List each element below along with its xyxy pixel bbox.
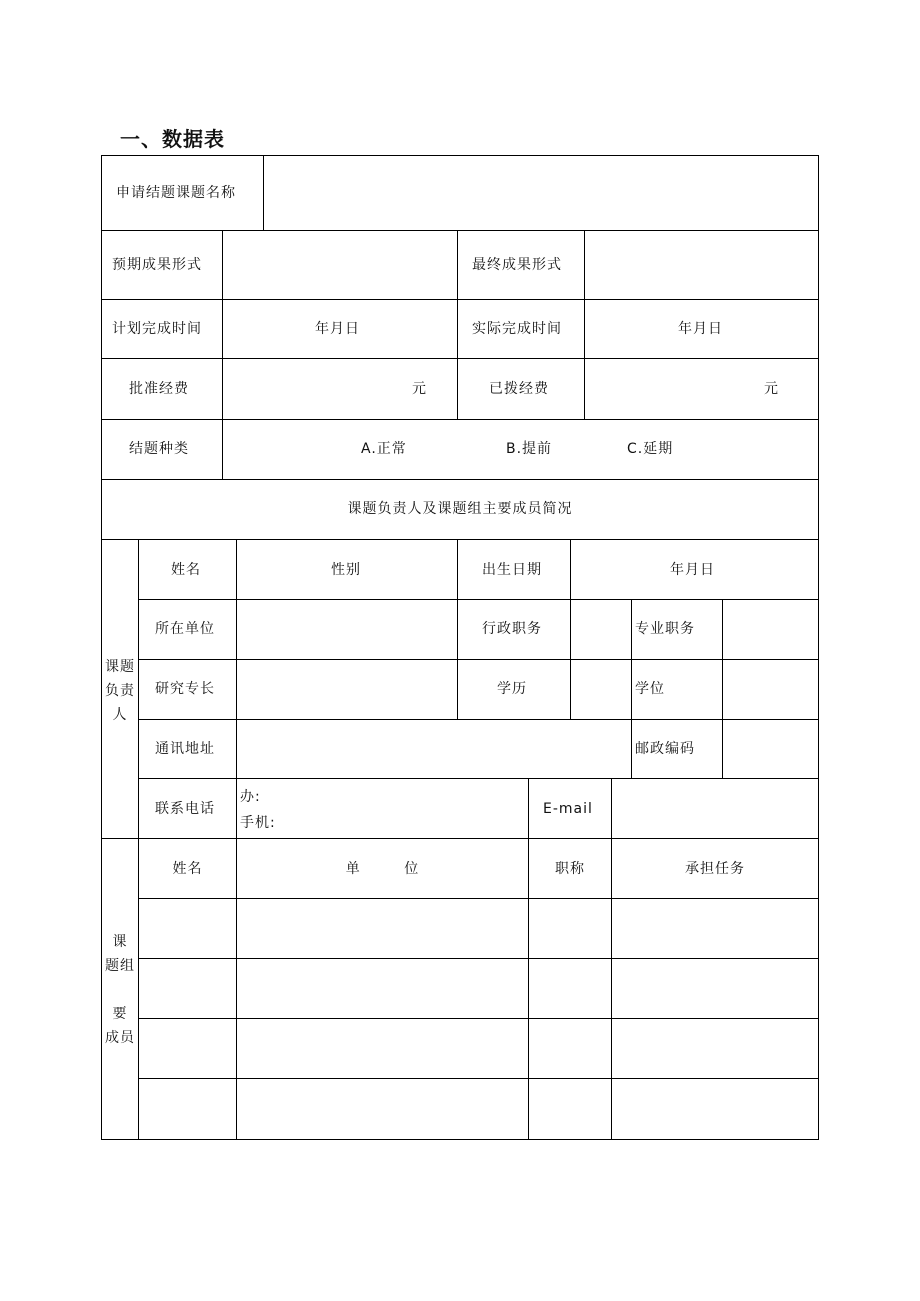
project-name-field[interactable] [264, 156, 818, 230]
leader-admin-title-label: 行政职务 [482, 621, 542, 637]
email-label: E-mail [543, 801, 593, 817]
leader-birth-label: 出生日期 [482, 562, 542, 578]
type-option-early[interactable]: B.提前 [506, 441, 553, 457]
leader-phone-label: 联系电话 [155, 801, 215, 817]
team-col-name: 姓名 [172, 861, 203, 877]
allocated-funds-label: 已拨经费 [489, 381, 549, 397]
completion-type-label: 结题种类 [129, 441, 189, 457]
leader-address-label: 通讯地址 [155, 741, 215, 757]
leader-name-label: 姓名 [171, 562, 201, 578]
final-result-label: 最终成果形式 [472, 257, 562, 273]
actual-time-value[interactable]: 年月日 [678, 321, 723, 337]
members-section-title: 课题负责人及课题组主要成员简况 [347, 501, 573, 517]
planned-time-label: 计划完成时间 [112, 321, 202, 337]
office-phone-label: 办: [240, 789, 261, 805]
approved-funds-label: 批准经费 [129, 381, 189, 397]
project-name-label: 申请结题课题名称 [116, 185, 236, 201]
team-col-title: 职称 [555, 861, 585, 877]
actual-time-label: 实际完成时间 [472, 321, 562, 337]
leader-birth-value[interactable]: 年月日 [670, 562, 715, 578]
leader-pro-title-label: 专业职务 [635, 621, 695, 637]
team-col-task: 承担任务 [685, 861, 745, 877]
section-title: 一、数据表 [120, 127, 225, 151]
approved-funds-unit: 元 [412, 381, 427, 397]
planned-time-value[interactable]: 年月日 [315, 321, 360, 337]
leader-gender-label: 性别 [331, 562, 361, 578]
leader-specialty-label: 研究专长 [155, 681, 215, 697]
leader-education-label: 学历 [497, 681, 527, 697]
expected-result-label: 预期成果形式 [112, 257, 202, 273]
expected-result-field[interactable] [223, 231, 457, 299]
leader-degree-label: 学位 [635, 681, 665, 697]
final-result-field[interactable] [585, 231, 818, 299]
leader-unit-label: 所在单位 [155, 621, 215, 637]
team-col-unit: 单 位 [345, 861, 420, 877]
type-option-delayed[interactable]: C.延期 [627, 441, 674, 457]
leader-postcode-label: 邮政编码 [635, 741, 695, 757]
mobile-phone-label: 手机: [240, 815, 276, 831]
type-option-normal[interactable]: A.正常 [361, 441, 407, 457]
allocated-funds-unit: 元 [764, 381, 779, 397]
